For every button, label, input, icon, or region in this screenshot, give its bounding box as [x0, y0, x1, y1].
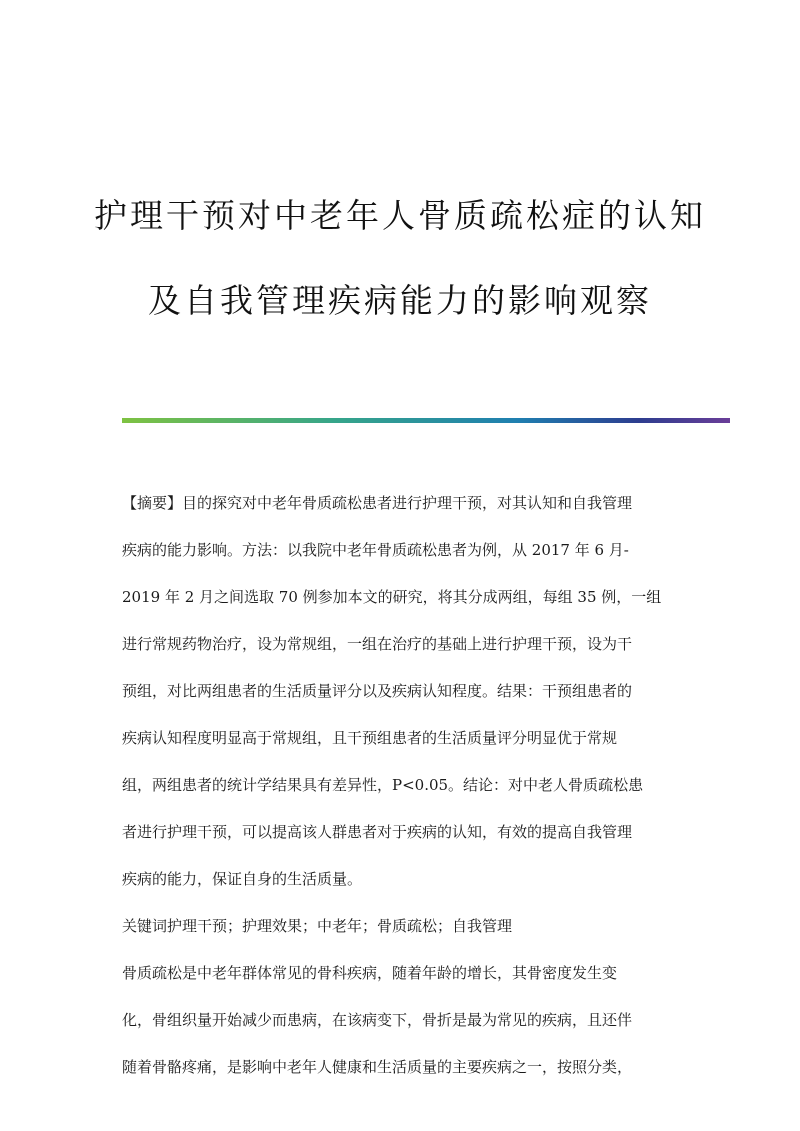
abstract-line: 2019 年 2 月之间选取 70 例参加本文的研究，将其分成两组，每组 35 例，一组	[122, 588, 662, 606]
body-paragraph-line: 化，骨组织量开始减少而患病，在该病变下，骨折是最为常见的疾病，且还伴	[122, 1011, 633, 1029]
abstract-line: 疾病的能力，保证自身的生活质量。	[122, 870, 363, 888]
abstract-line: 者进行护理干预，可以提高该人群患者对于疾病的认知，有效的提高自我管理	[122, 823, 633, 841]
body-paragraph-line: 骨质疏松是中老年群体常见的骨科疾病，随着年龄的增长，其骨密度发生变	[122, 964, 618, 982]
abstract-line: 组，两组患者的统计学结果具有差异性，P<0.05。结论：对中老人骨质疏松患	[122, 776, 644, 794]
keywords-line: 关键词护理干预；护理效果；中老年；骨质疏松；自我管理	[122, 917, 513, 935]
document-title-line-2: 及自我管理疾病能力的影响观察	[148, 281, 652, 320]
abstract-line: 预组，对比两组患者的生活质量评分以及疾病认知程度。结果：干预组患者的	[122, 682, 633, 700]
body-paragraph-line: 随着骨骼疼痛，是影响中老年人健康和生活质量的主要疾病之一，按照分类，	[122, 1058, 633, 1076]
abstract-line: 疾病认知程度明显高于常规组，且干预组患者的生活质量评分明显优于常规	[122, 729, 618, 747]
document-title-line-1: 护理干预对中老年人骨质疏松症的认知	[94, 196, 706, 235]
abstract-line: 【摘要】目的探究对中老年骨质疏松患者进行护理干预，对其认知和自我管理	[122, 494, 633, 512]
abstract-line: 疾病的能力影响。方法：以我院中老年骨质疏松患者为例，从 2017 年 6 月-	[122, 541, 629, 559]
abstract-line: 进行常规药物治疗，设为常规组，一组在治疗的基础上进行护理干预，设为干	[122, 635, 633, 653]
title-divider	[122, 418, 730, 423]
